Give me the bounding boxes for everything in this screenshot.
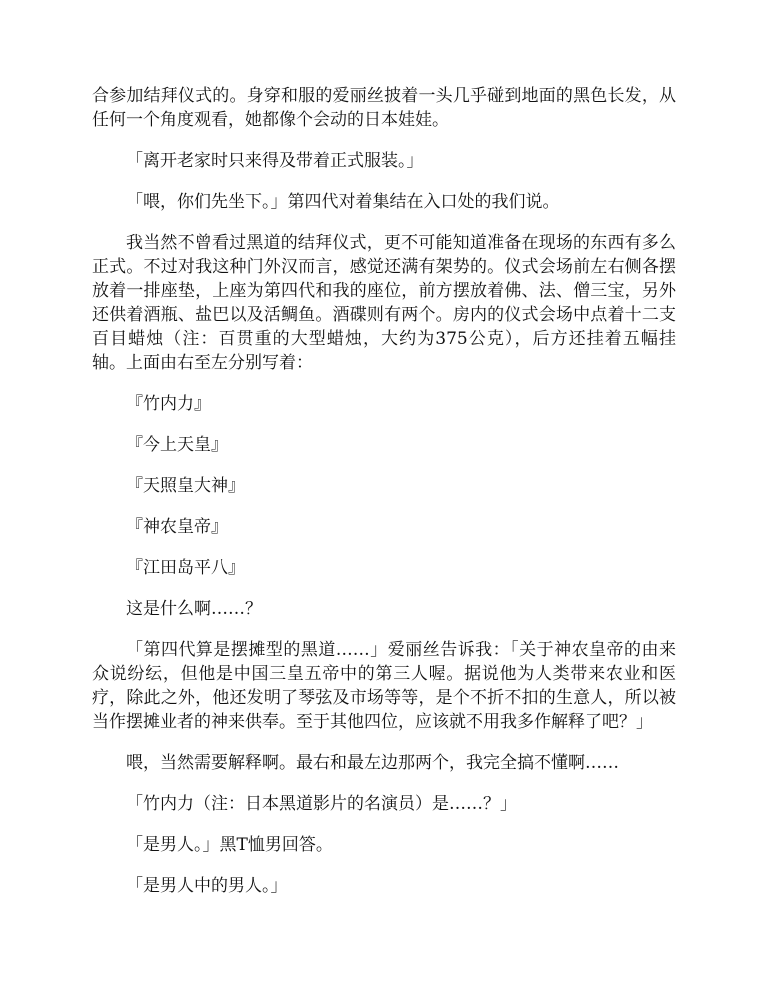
dialogue-line: 「是男人。」黑T恤男回答。 [126,835,333,855]
scroll-inscription: 『江田岛平八』 [126,558,245,578]
dialogue-line: 「竹内力（注：日本黑道影片的名演员）是……？」 [126,794,517,814]
document-body [92,84,676,915]
scroll-inscription: 『竹内力』 [126,394,211,414]
paragraph: 我当然不曾看过黑道的结拜仪式，更不可能知道准备在现场的东西有多么正式。不过对我这种门外汉而言，感觉还满有架势的。仪式会场前左右侧各摆放着一排座垫，上座为第四代和我的座位，前方摆放着佛、法、僧三宝，另外还供着酒瓶、盐巴以及活鲷鱼。酒碟则有两个。房内的仪式会场中点着十二支百目蜡烛（注：百贯重的大型蜡烛，大约为375公克），后方还挂着五幅挂轴。上面由右至左分别写着： [92,233,676,373]
paragraph: 「第四代算是摆摊型的黑道……」爱丽丝告诉我：「关于神农皇帝的由来众说纷纭，但他是中国三皇五帝中的第三人喔。据说他为人类带来农业和医疗，除此之外，他还发明了琴弦及市场等等，是个不折不扣的生意人，所以被当作摆摊业者的神来供奉。至于其他四位，应该就不用我多作解释了吧？」 [92,640,676,732]
paragraph: 合参加结拜仪式的。身穿和服的爱丽丝披着一头几乎碰到地面的黑色长发，从任何一个角度观看，她都像个会动的日本娃娃。 [92,86,676,130]
paragraph: 「喂，你们先坐下。」第四代对着集结在入口处的我们说。 [126,192,560,212]
paragraph: 「离开老家时只来得及带着正式服装。」 [126,151,424,171]
paragraph: 喂，当然需要解释啊。最右和最左边那两个，我完全搞不懂啊…… [126,753,619,773]
paragraph: 这是什么啊……？ [126,599,262,619]
scroll-inscription: 『神农皇帝』 [126,517,228,537]
scroll-inscription: 『天照皇大神』 [126,476,245,496]
dialogue-line: 「是男人中的男人。」 [126,876,288,896]
scroll-inscription: 『今上天皇』 [126,435,228,455]
